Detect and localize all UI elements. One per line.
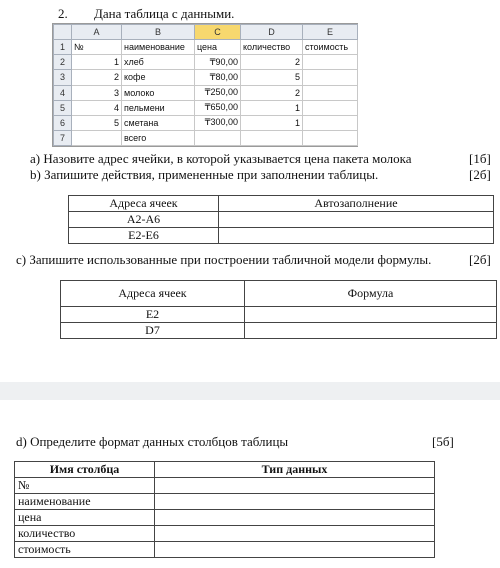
cell-d2: 2: [241, 55, 303, 70]
cell-b5: пельмени: [122, 100, 195, 115]
question-b: b) Запишите действия, примененные при заполнении таблицы.: [30, 167, 379, 182]
cell-e6: [303, 115, 358, 130]
task-title: Дана таблица с данными.: [94, 6, 235, 21]
cell-d1: количество: [241, 40, 303, 55]
cell-e1: стоимость: [303, 40, 358, 55]
cell-d6: 1: [241, 115, 303, 130]
sheet-row: [54, 70, 358, 85]
table-row: [15, 526, 435, 542]
cell-a1: №: [72, 40, 122, 55]
column-name-cell: количество: [15, 526, 155, 542]
header-cell-addresses: Адреса ячеек: [61, 281, 245, 307]
question-c: c) Запишите использованные при построении табличной модели формулы.: [16, 252, 432, 267]
sheet-row: [54, 100, 358, 115]
question-c-points: [2б]: [469, 252, 491, 267]
row-header: 7: [54, 130, 72, 145]
cell-b7: всего: [122, 130, 195, 145]
cell-a2: 1: [72, 55, 122, 70]
question-d: d) Определите формат данных столбцов таблицы: [16, 434, 289, 449]
question-b-points: [2б]: [469, 167, 491, 182]
row-header: 4: [54, 85, 72, 100]
header-cell-autofill: Автозаполнение: [219, 196, 494, 212]
cell-b3: кофе: [122, 70, 195, 85]
answer-cell[interactable]: [245, 307, 497, 323]
table-header-row: [61, 281, 497, 307]
row-header: 6: [54, 115, 72, 130]
cell-d3: 5: [241, 70, 303, 85]
column-name-cell: стоимость: [15, 542, 155, 558]
cell-a4: 3: [72, 85, 122, 100]
cell-d5: 1: [241, 100, 303, 115]
address-cell: D7: [61, 323, 245, 339]
cell-d4: 2: [241, 85, 303, 100]
row-header: 5: [54, 100, 72, 115]
cell-a6: 5: [72, 115, 122, 130]
cell-c2: ₸90,00: [195, 55, 241, 70]
cell-c5: ₸650,00: [195, 100, 241, 115]
header-cell-data-type: Тип данных: [155, 462, 435, 478]
table-row: [15, 510, 435, 526]
cell-b2: хлеб: [122, 55, 195, 70]
cell-b6: сметана: [122, 115, 195, 130]
cell-e2: [303, 55, 358, 70]
address-cell: E2-E6: [69, 228, 219, 244]
cell-e7: [303, 130, 358, 145]
table-header-row: [69, 196, 494, 212]
sheet-row: [54, 115, 358, 130]
table-row: [61, 307, 497, 323]
col-header-d: D: [241, 25, 303, 40]
row-header: 2: [54, 55, 72, 70]
header-cell-formula: Формула: [245, 281, 497, 307]
question-a: a) Назовите адрес ячейки, в которой указывается цена пакета молока: [30, 151, 412, 166]
sheet-row: [54, 85, 358, 100]
cell-d7: [241, 130, 303, 145]
row-header: 3: [54, 70, 72, 85]
table-header-row: [15, 462, 435, 478]
cell-e5: [303, 100, 358, 115]
table-row: [15, 494, 435, 510]
cell-a5: 4: [72, 100, 122, 115]
table-row: [69, 228, 494, 244]
formula-table: [60, 280, 497, 339]
col-header-a: A: [72, 25, 122, 40]
header-cell-addresses: Адреса ячеек: [69, 196, 219, 212]
cell-a3: 2: [72, 70, 122, 85]
autofill-table: [68, 195, 494, 244]
cell-b4: молоко: [122, 85, 195, 100]
cell-e4: [303, 85, 358, 100]
col-header-b: B: [122, 25, 195, 40]
answer-cell[interactable]: [155, 510, 435, 526]
address-cell: A2-A6: [69, 212, 219, 228]
cell-a7: [72, 130, 122, 145]
cell-c3: ₸80,00: [195, 70, 241, 85]
answer-cell[interactable]: [219, 212, 494, 228]
column-name-cell: наименование: [15, 494, 155, 510]
cell-c1: цена: [195, 40, 241, 55]
answer-cell[interactable]: [155, 526, 435, 542]
answer-cell[interactable]: [155, 478, 435, 494]
col-header-c: C: [195, 25, 241, 40]
col-header-e: E: [303, 25, 358, 40]
answer-cell[interactable]: [155, 542, 435, 558]
column-header-row: [54, 25, 358, 40]
page-break-band: [0, 382, 500, 400]
spreadsheet-screenshot: [52, 23, 358, 147]
column-name-cell: цена: [15, 510, 155, 526]
data-format-table: [14, 461, 435, 558]
cell-e3: [303, 70, 358, 85]
cell-c7: [195, 130, 241, 145]
answer-cell[interactable]: [155, 494, 435, 510]
address-cell: E2: [61, 307, 245, 323]
corner-cell: [54, 25, 72, 40]
task-number: 2.: [58, 6, 68, 21]
table-row: [15, 542, 435, 558]
spreadsheet-grid: [53, 24, 358, 146]
cell-c6: ₸300,00: [195, 115, 241, 130]
column-name-cell: №: [15, 478, 155, 494]
table-row: [69, 212, 494, 228]
sheet-row: [54, 130, 358, 145]
cell-c4: ₸250,00: [195, 85, 241, 100]
row-header: 1: [54, 40, 72, 55]
question-d-points: [5б]: [432, 434, 454, 449]
sheet-row: [54, 40, 358, 55]
table-row: [15, 478, 435, 494]
answer-cell[interactable]: [219, 228, 494, 244]
header-cell-column-name: Имя столбца: [15, 462, 155, 478]
cell-b1: наименование: [122, 40, 195, 55]
sheet-row: [54, 55, 358, 70]
question-a-points: [1б]: [469, 151, 491, 166]
table-row: [61, 323, 497, 339]
answer-cell[interactable]: [245, 323, 497, 339]
